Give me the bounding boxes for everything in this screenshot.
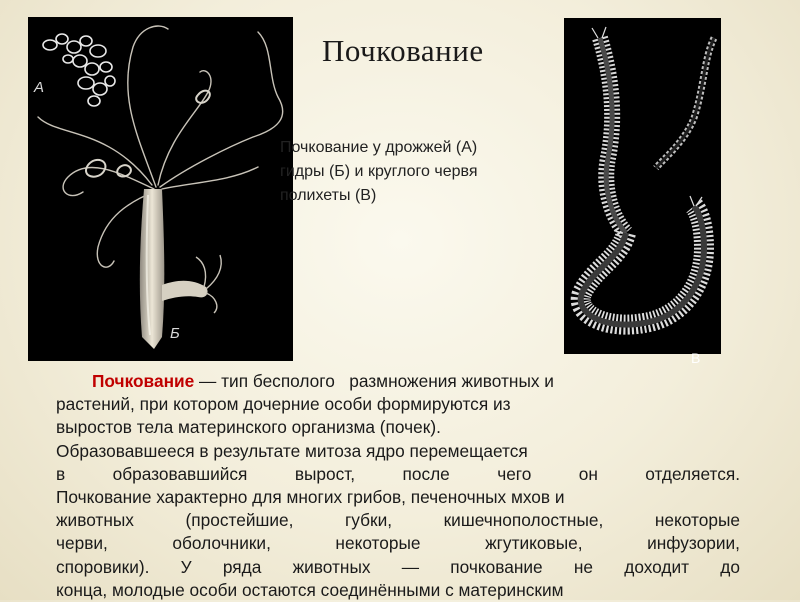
- text-line: выростов тела материнского организма (почек).: [56, 417, 441, 438]
- yeast-label: А: [34, 79, 45, 96]
- definition-paragraph: [56, 370, 740, 602]
- text-line: растений, при котором дочерние особи формируются из: [56, 394, 511, 415]
- hydra-yeast-photo: [28, 17, 293, 361]
- image-caption: [280, 136, 580, 208]
- text-line: Образовавшееся в результате митоза ядро перемещается: [56, 440, 528, 461]
- text-line: животных (простейшие, губки, кишечнополостные, некоторые: [56, 510, 740, 531]
- page-title: Почкование: [322, 33, 484, 68]
- term-highlight: Почкование: [92, 371, 195, 391]
- caption-line: полихеты (В): [280, 187, 377, 204]
- text-line: Почкование характерно для многих грибов, печеночных мхов и: [56, 487, 565, 508]
- text-line: споровики). У ряда животных — почкование не доходит до: [56, 556, 740, 577]
- text-line: конца, молодые особи остаются соединёнными с материнским: [56, 579, 564, 600]
- polychaete-photo: [564, 18, 721, 354]
- text-line: в образовавшийся вырост, после чего он отделяется.: [56, 463, 740, 484]
- caption-line: гидры (Б) и круглого червя: [280, 163, 478, 180]
- caption-line: Почкование у дрожжей (А): [280, 139, 478, 156]
- hydra-label: Б: [170, 325, 180, 342]
- text-line: Почкование — тип бесполого размножения животных и: [92, 371, 554, 391]
- text-line: черви, оболочники, некоторые жгутиковые, инфузории,: [56, 533, 740, 554]
- polychaete-label: В: [691, 350, 701, 366]
